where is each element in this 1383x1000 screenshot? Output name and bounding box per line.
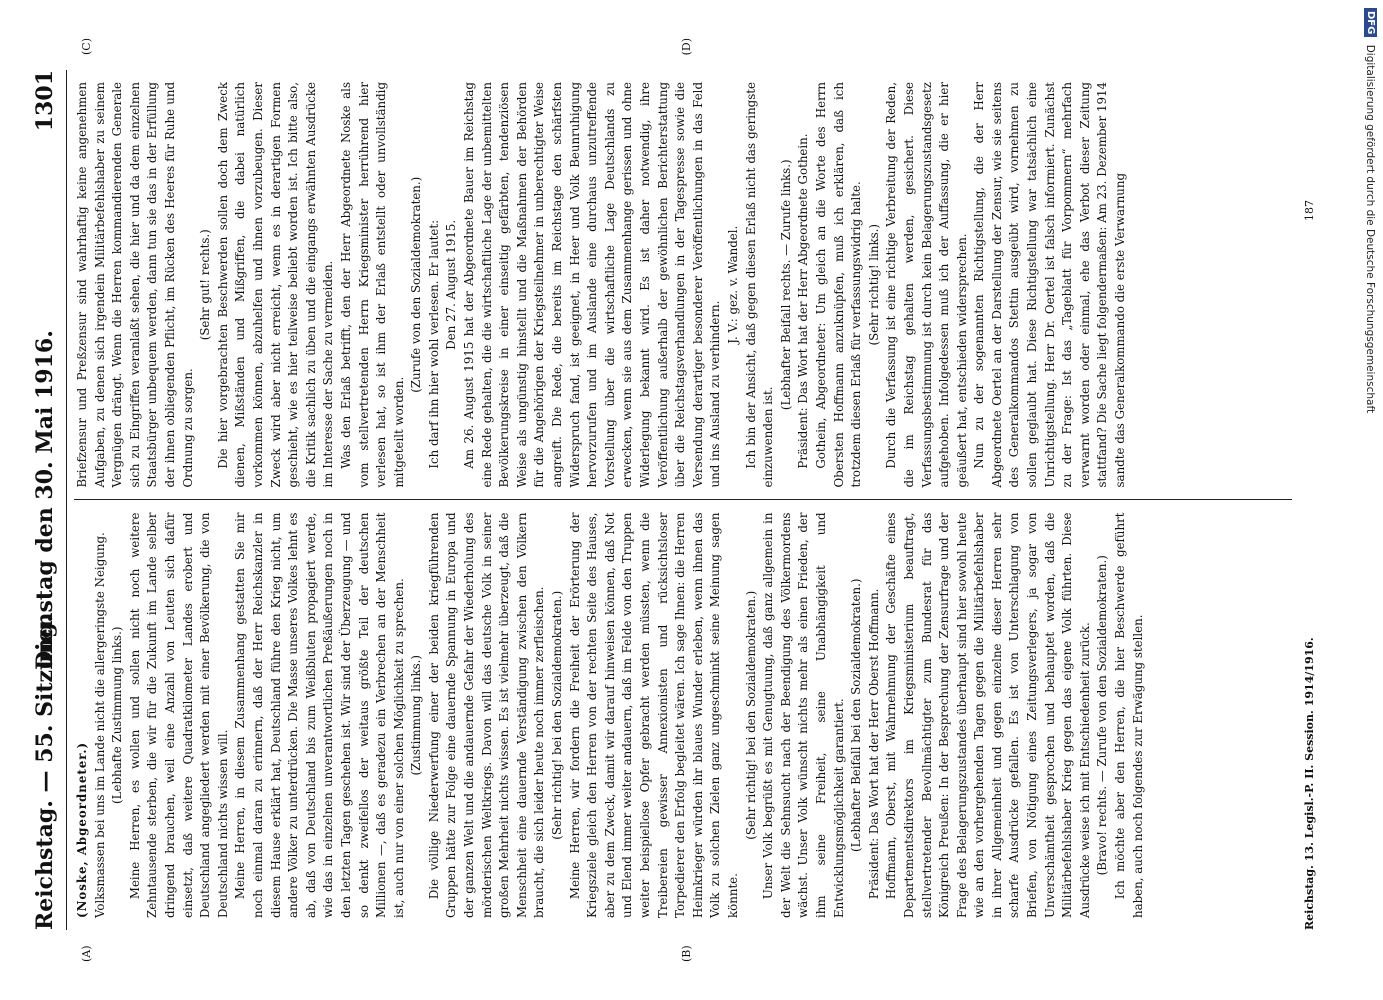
margin-mark-c: (C) (80, 38, 93, 55)
right-column (74, 70, 1292, 500)
paragraph: Was den Erlaß betrifft, den der Herr Abgeordnete Noske als vom stellvertretenden Herrn Kriegsminister herrührend hier verlesen hat, so ist ihm der Erlaß entstellt oder unvollständig mitgeteilt worden. (338, 82, 406, 488)
footer-sheet-number: 187 (1303, 200, 1316, 221)
paragraph: Meine Herren, wir fordern die Freiheit der Erörterung der Kriegsziele gleich den Herren von der rechten Seite des Hauses, aber zu dem Zweck, damit wir darauf hinweisen können, daß Not und Elend immer weiter andauern, daß im Felde von den Truppen weiter beispiellose Opfer gebracht werden müssten, wenn die Treibereien gewisser Annexionisten und rücksichtsloser Torpedierer den Erfolg begleitet wären. Ich sage Ihnen: die Herren Heimkrieger würden ihr blaues Wunder erleben, wenn ihnen das Volk zu solchen Zielen ganz ungeschminkt seine Meinung sagen könnte. (567, 512, 740, 918)
interjection: (Bravo! rechts. — Zurufe von den Sozialdemokraten.) (1095, 555, 1110, 876)
page-header (22, 70, 67, 930)
interjection: (Lebhafte Zustimmung links.) (110, 626, 125, 804)
header-date: Dienstag den 30. Mai 1916. (32, 330, 58, 670)
margin-mark-a: (A) (80, 945, 93, 962)
speaker-running-head: (Noske, Abgeordneter.) (75, 741, 89, 918)
paragraph: Ich bin der Ansicht, daß gegen diesen Erlaß nicht das geringste einzuwenden ist. (743, 82, 776, 488)
dfg-logo: DFG (1364, 8, 1377, 37)
margin-mark-d: (D) (680, 38, 693, 56)
paragraph: Ich darf ihn hier wohl verlesen. Er lautet: (426, 219, 441, 469)
paragraph: Volksmassen bei uns im Lande nicht die allergeringste Neigung. (92, 532, 107, 918)
interjection: (Sehr richtig! bei den Sozialdemokraten.) (743, 590, 758, 840)
paragraph: Briefzensur und Preßzensur sind wahrhaftig keine angenehmen Aufgaben, zu denen sich irgendein Militärbefehlshaber zu seinem Vergnügen drängt. Wenn die Herren kommandierenden Generale sich zu Eingriffen veranlaßt sehen, die hier und da dem einzelnen Staatsbürger unbequem werden, dann tun sie das in der Erfüllung der ihnen obliegenden Pflicht, im Rücken des Heeres für Ruhe und Ordnung zu sorgen. (75, 82, 195, 488)
interjection: (Lebhafter Beifall rechts. — Zurufe links.) (778, 159, 793, 411)
paragraph: Durch die Verfassung ist eine richtige Verbreitung der Reden, die im Reichstag gehalten werden, gesichert. Diese Verfassungsbestimmung ist durch kein Belagerungszustandsgesetz aufgehoben. Infolgedessen muß ich der Auffassung, die er hier geäußert hat, entschieden widersprechen. (884, 82, 969, 488)
president-remark: Präsident: Das Wort hat der Herr Oberst Hoffmann. (866, 588, 881, 900)
paragraph: Die hier vorgebrachten Beschwerden sollen doch dem Zweck dienen, Mißständen und Mißgriffen, die dabei natürlich vorkommen können, abzuhelfen und ihnen vorzubeugen. Dieser Zweck wird aber nicht erreicht, wenn es in derartigen Formen geschieht, wie es hier teilweise beliebt worden ist. Ich bitte also, die Kritik sachlich zu üben und die eingangs erwähnten Ausdrücke im Interesse der Sache zu vermeiden. (215, 82, 336, 488)
interjection: (Sehr gut! rechts.) (198, 229, 213, 341)
paragraph: Nun zu der sogenannten Richtigstellung, die der Herr Abgeordnete Oertel an der Darstellung der Zensur, wie sie seitens des Generalkommandos Stettin ausgeübt wird, vornehmen zu sollen geglaubt hat. Diese Richtigstellung war tatsächlich eine Unrichtigstellung. Herr Dr. Oertel ist falsch informiert. Zunächst zu der Frage: Ist das „Tageblatt für Vorpommern“ mehrfach verwarnt worden oder einmal, ehe das Verbot dieser Zeitung stattfand? Die Sache liegt folgendermaßen: Am 23. Dezember 1914 sandte das Generalkommando die erste Verwarnung (972, 82, 1128, 488)
paragraph: Unser Volk begrüßt es mit Genugtuung, daß ganz allgemein in der Welt die Sehnsucht nach der Beendigung des Völkermordens wächst. Unser Volk wünscht nichts mehr als einen Frieden, der ihm seine Freiheit, seine Unabhängigkeit und Entwicklungsmöglichkeit garantiert. (761, 512, 846, 918)
decree-text: Am 26. August 1915 hat der Abgeordnete Bauer im Reichstag eine Rede gehalten, die die wirtschaftliche Lage der unbemittelten Bevölkerungskreise in einer einseitig gefärbten, tendenziösen Weise als ungünstig hinstellt und die Maßnahmen der Behörden für die Angehörigen der Kriegsteilnehmer in unberechtigter Weise angreift. Die Rede, die bereits im Reichstage den schärfsten Widerspruch fand, ist geeignet, in Heer und Volk Beunruhigung hervorzurufen und im Auslande eine durchaus unzutreffende Vorstellung über die wirtschaftliche Lage Deutschlands zu erwecken, wenn sie aus dem Zusammenhange gerissen und ohne Widerlegung bekannt wird. Es ist daher notwendig, ihre Veröffentlichung außerhalb der gewöhnlichen Berichterstattung über die Reichstagsverhandlungen in der Tagespresse sowie die Versendung derartiger besonderer Veröffentlichungen in das Feld und ins Ausland zu verhindern. (462, 82, 723, 488)
paragraph: Ich möchte aber den Herren, die hier Beschwerde geführt haben, auch noch folgendes zur Erwägung stellen. (1113, 512, 1145, 918)
decree-signature: J. V.: gez. v. Wandel. (725, 225, 740, 344)
paragraph: Meine Herren, in diesem Zusammenhang gestatten Sie mir noch einmal daran zu erinnern, daß der Herr Reichskanzler in diesem Hause erklärt hat, Deutschland führe den Krieg nicht, um andere Völker zu unterdrücken. Die Masse unseres Volkes lehnt es ab, daß von Deutschland bis zum Weißbluten propagiert werde, wie das in einzelnen unverantwortlichen Preßäußerungen noch in den letzten Tagen geschehen ist. Wir sind der Überzeugung — und so denkt zweifellos der weitaus größte Teil der deutschen Millionen —, daß es geradezu ein Verbrechen an der Menschheit ist, auch nur von einer solchen Möglichkeit zu sprechen. (233, 512, 406, 918)
interjection: (Sehr richtig! links.) (866, 223, 881, 346)
digitization-note-text: Digitalisierung gefördert durch die Deutsche Forschungsgemeinschaft (1364, 44, 1376, 414)
paragraph: Hoffmann, Oberst, mit Wahrnehmung der Geschäfte eines Departementsdirektors im Kriegsministerium beauftragt, stellvertretender Bevollmächtigter zum Bundesrat für das Königreich Preußen: In der Besprechung der Zensurfrage und der Frage des Belagerungszustandes überhaupt sind hier sowohl heute wie an den vorhergehenden Tagen gegen die Militärbefehlshaber in ihrer Allgemeinheit und gegen einzelne dieser Herren sehr scharfe Ausdrücke gefallen. Es ist von Unterschlagung von Briefen, von Nötigung eines Zeitungsverlegers, ja sogar von Unverschämtheit gesprochen und behauptet worden, daß die Militärbefehlshaber Krieg gegen das eigene Volk führten. Diese Ausdrücke weise ich mit Entschiedenheit zurück. (884, 512, 1092, 918)
paragraph: Gothein, Abgeordneter: Um gleich an die Worte des Herrn Obersten Hoffmann anzuknüpfen, muß ich erklären, daß ich trotzdem diesen Erlaß für verfassungswidrig halte. (813, 82, 864, 488)
interjection: (Sehr richtig! bei den Sozialdemokraten.) (550, 590, 565, 840)
interjection: (Zurufe von den Sozialdemokraten.) (409, 176, 424, 393)
paragraph: Die völlige Niederwerfung einer der beiden kriegführenden Gruppen hätte zur Folge eine dauernde Spannung in Europa und der ganzen Welt und die andauernde Gefahr der Wiederholung des mörderischen Weltkriegs. Davon will das deutsche Volk in seiner großen Mehrheit nichts wissen. Es ist vielmehr überzeugt, daß die Menschheit eine dauernde Verständigung zwischen den Völkern braucht, die sich leider heute noch immer zerfleischen. (426, 512, 547, 918)
margin-mark-b: (B) (680, 945, 693, 962)
paragraph: Meine Herren, es wollen und sollen nicht noch weitere Zehntausende sterben, die wir für die Zukunft im Lande selber dringend brauchen, weil eine Anzahl von Leuten sich dafür einsetzt, daß weitere Quadratkilometer Landes erobert und Deutschland angegliedert werden mit einer Bevölkerung, die von Deutschland nichts wissen will. (127, 512, 230, 918)
decree-date: Den 27. August 1915. (444, 219, 459, 350)
header-session: Reichstag. — 55. Sitzung. (32, 614, 58, 930)
president-remark: Präsident: Das Wort hat der Herr Abgeordnete Gothein. (796, 133, 811, 469)
interjection: (Lebhafter Beifall bei den Sozialdemokraten.) (849, 578, 864, 852)
footer-legislature: Reichstag. 13. Legisl.-P. II. Session. 1914/1916. (1303, 637, 1316, 930)
left-column (74, 500, 1292, 931)
interjection: (Zustimmung links.) (409, 654, 424, 776)
digitization-note (1364, 8, 1377, 413)
header-page-number: 1301 (32, 70, 58, 132)
text-columns (74, 70, 1292, 930)
